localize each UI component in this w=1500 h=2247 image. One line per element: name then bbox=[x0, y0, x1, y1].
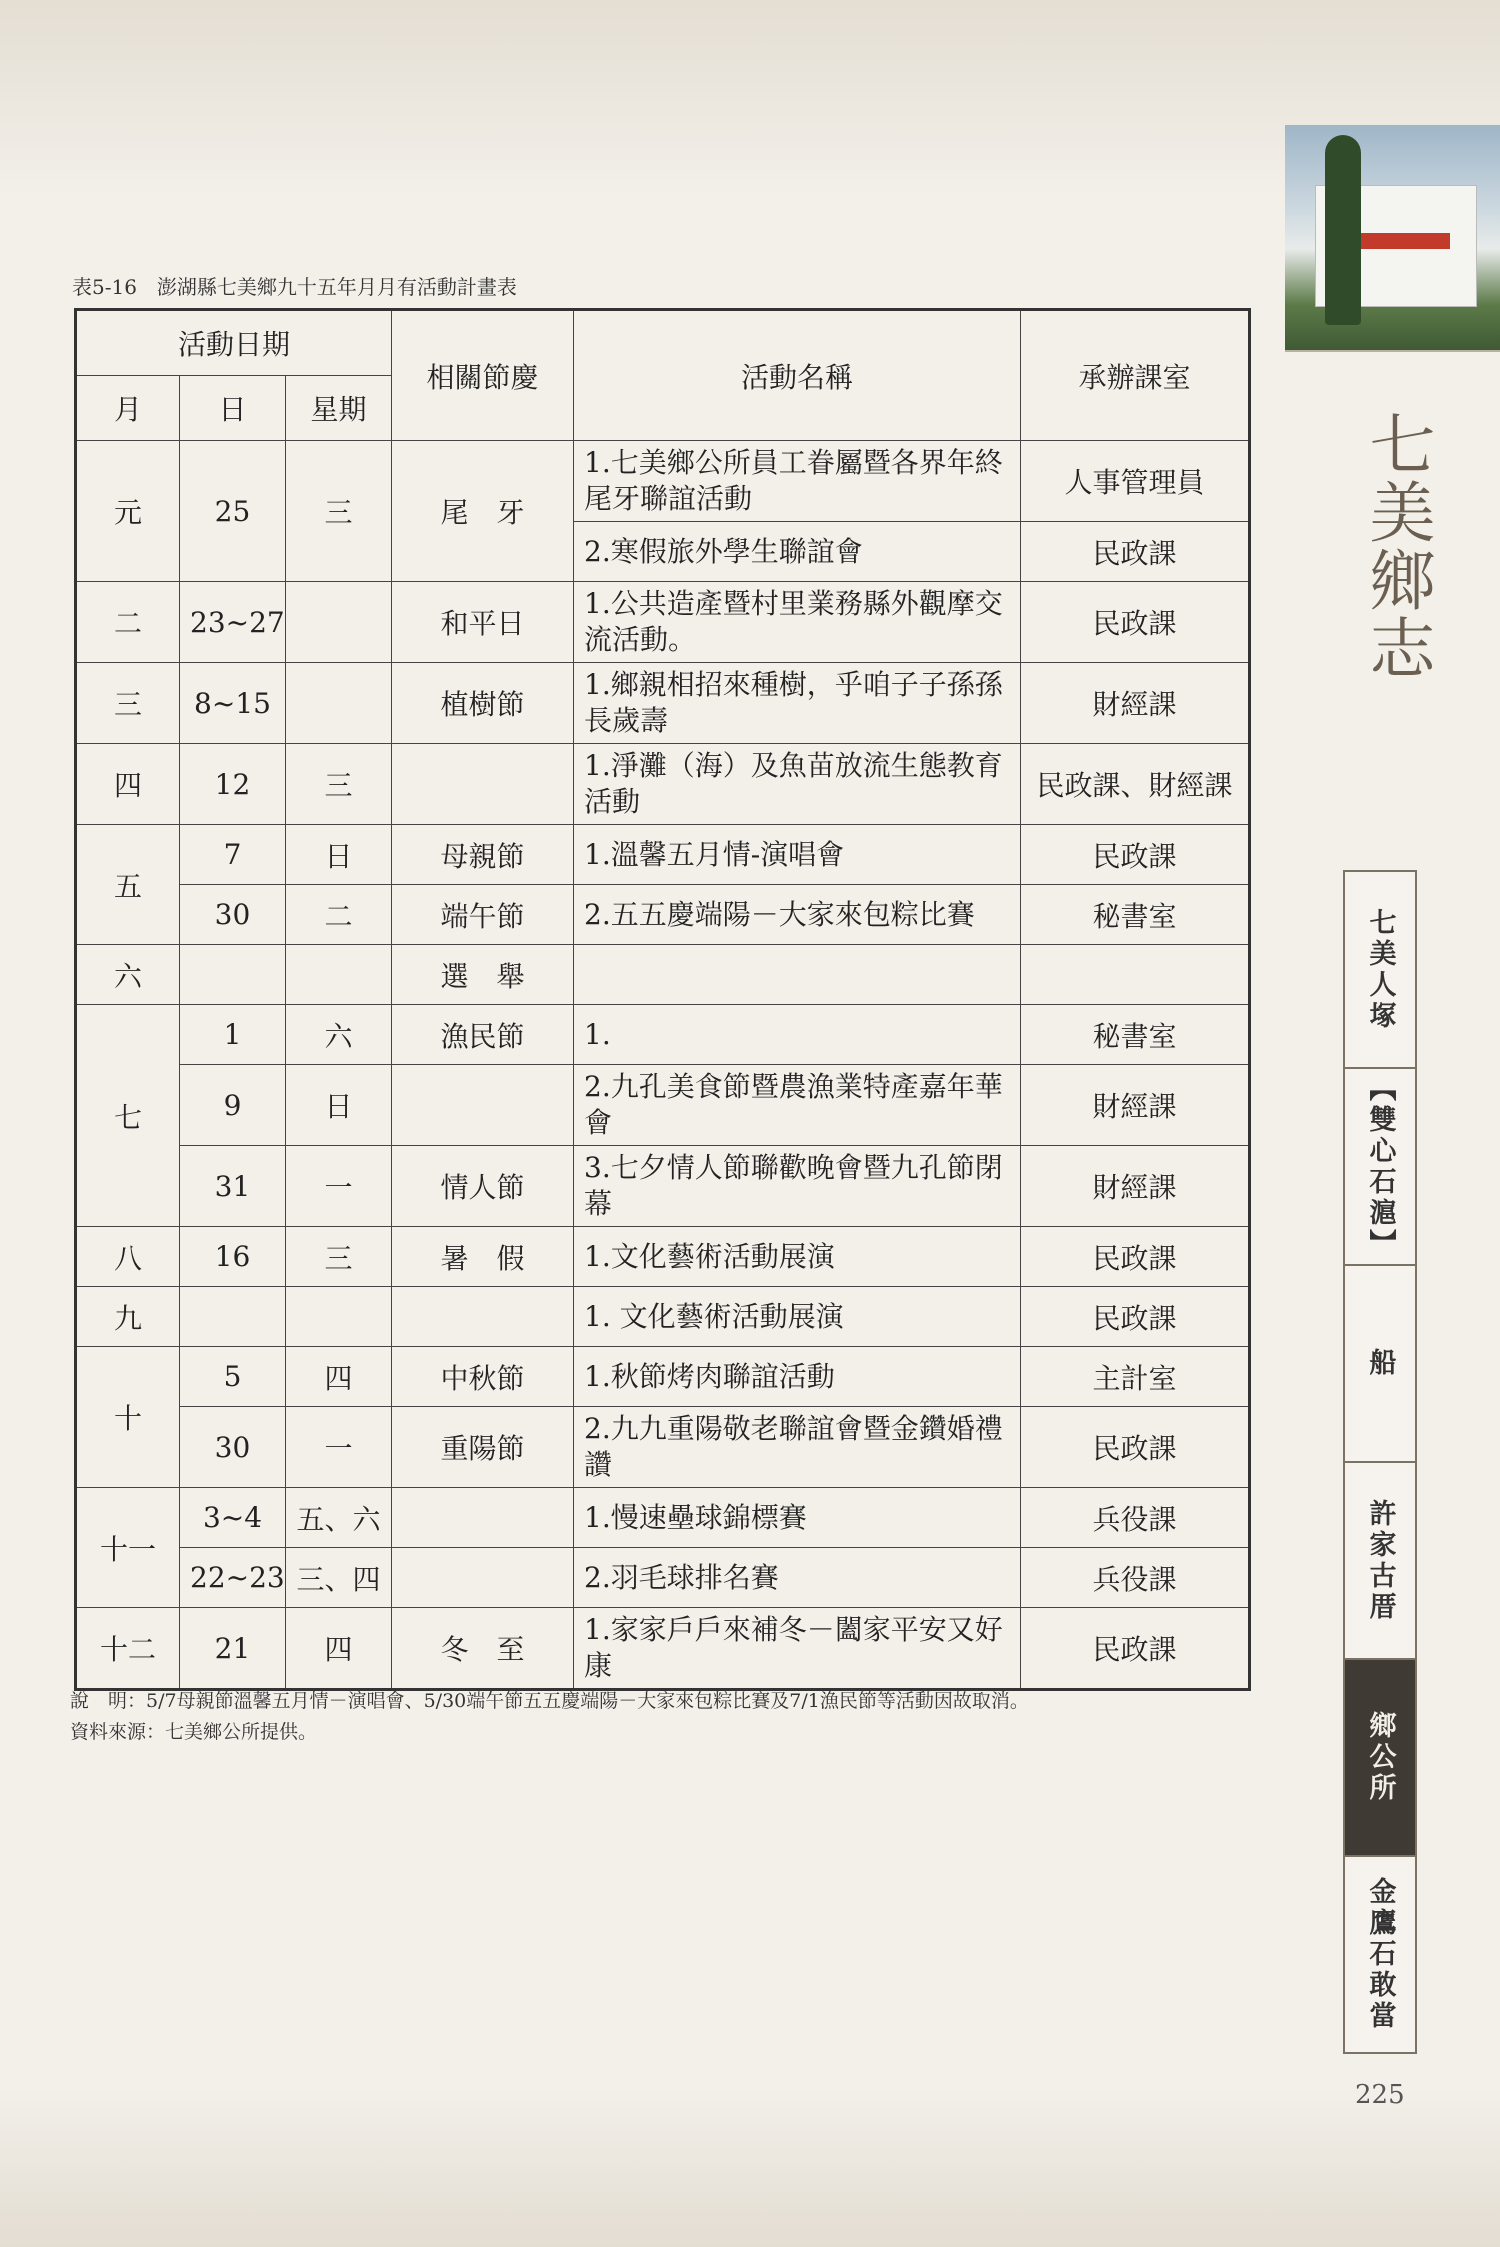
cell-weekday: 三、四 bbox=[286, 1548, 392, 1608]
cell-office: 財經課 bbox=[1021, 663, 1250, 744]
cell-weekday: 日 bbox=[286, 1065, 392, 1146]
cell-office: 民政課、財經課 bbox=[1021, 744, 1250, 825]
cell-office: 民政課 bbox=[1021, 825, 1250, 885]
table-row bbox=[76, 1347, 1250, 1407]
activity-plan-table bbox=[74, 308, 1251, 1691]
tab-eagle-stone[interactable]: 金鷹石敢當 bbox=[1364, 1877, 1396, 2032]
table-row bbox=[76, 1548, 1250, 1608]
table-row bbox=[76, 582, 1250, 663]
cell-day: 1 bbox=[180, 1005, 286, 1065]
tree-shape bbox=[1325, 135, 1361, 325]
cell-weekday: 日 bbox=[286, 825, 392, 885]
cell-activity: 1.溫馨五月情-演唱會 bbox=[574, 825, 1021, 885]
cell-month: 四 bbox=[76, 744, 180, 825]
cell-festival bbox=[392, 744, 574, 825]
cell-activity: 1.鄉親相招來種樹，乎咱子子孫孫長歲壽 bbox=[574, 663, 1021, 744]
cell-activity bbox=[574, 945, 1021, 1005]
header-weekday: 星期 bbox=[286, 376, 392, 441]
table-row bbox=[76, 1407, 1250, 1488]
cell-activity: 2.羽毛球排名賽 bbox=[574, 1548, 1021, 1608]
cell-day: 23~27 bbox=[180, 582, 286, 663]
cell-day: 5 bbox=[180, 1347, 286, 1407]
tab-township-office[interactable]: 鄉公所 bbox=[1345, 1660, 1415, 1857]
header-row bbox=[76, 310, 1250, 376]
cell-office: 財經課 bbox=[1021, 1146, 1250, 1227]
cell-office: 民政課 bbox=[1021, 1287, 1250, 1347]
table-note: 說 明：5/7母親節溫馨五月情－演唱會、5/30端午節五五慶端陽－大家來包粽比賽及7/1漁民節等活動因故取消。 bbox=[70, 1690, 1029, 1712]
cell-month: 十 bbox=[76, 1347, 180, 1488]
township-office-photo bbox=[1285, 125, 1500, 352]
cell-office: 人事管理員 bbox=[1021, 441, 1250, 522]
cell-activity: 1.淨灘（海）及魚苗放流生態教育活動 bbox=[574, 744, 1021, 825]
cell-activity: 1.家家戶戶來補冬－闔家平安又好康 bbox=[574, 1608, 1021, 1690]
tab-qimei-tomb[interactable]: 七美人塚 bbox=[1345, 872, 1415, 1069]
cell-office: 財經課 bbox=[1021, 1065, 1250, 1146]
cell-day: 12 bbox=[180, 744, 286, 825]
table-row bbox=[76, 1146, 1250, 1227]
cell-day: 8~15 bbox=[180, 663, 286, 744]
table-row bbox=[76, 1227, 1250, 1287]
cell-office: 民政課 bbox=[1021, 1407, 1250, 1488]
table-source: 資料來源：七美鄉公所提供。 bbox=[70, 1721, 318, 1743]
cell-weekday: 二 bbox=[286, 885, 392, 945]
table-row bbox=[76, 1065, 1250, 1146]
cell-day: 9 bbox=[180, 1065, 286, 1146]
cell-month: 十二 bbox=[76, 1608, 180, 1690]
cell-day bbox=[180, 945, 286, 1005]
cell-activity: 3.七夕情人節聯歡晚會暨九孔節閉幕 bbox=[574, 1146, 1021, 1227]
cell-day: 25 bbox=[180, 441, 286, 582]
table-row bbox=[76, 744, 1250, 825]
cell-festival: 尾 牙 bbox=[392, 441, 574, 582]
cell-day: 21 bbox=[180, 1608, 286, 1690]
header-festival: 相關節慶 bbox=[392, 310, 574, 441]
cell-festival: 和平日 bbox=[392, 582, 574, 663]
cell-weekday: 六 bbox=[286, 1005, 392, 1065]
cell-activity: 1. 文化藝術活動展演 bbox=[574, 1287, 1021, 1347]
cell-festival bbox=[392, 1065, 574, 1146]
cell-day: 7 bbox=[180, 825, 286, 885]
cell-activity: 1.文化藝術活動展演 bbox=[574, 1227, 1021, 1287]
cell-weekday bbox=[286, 945, 392, 1005]
chapter-tabs bbox=[1343, 870, 1417, 2054]
cell-office: 主計室 bbox=[1021, 1347, 1250, 1407]
cell-festival: 暑 假 bbox=[392, 1227, 574, 1287]
cell-month: 七 bbox=[76, 1005, 180, 1227]
table-row bbox=[76, 1488, 1250, 1548]
cell-activity: 1.公共造產暨村里業務縣外觀摩交流活動。 bbox=[574, 582, 1021, 663]
cell-office: 民政課 bbox=[1021, 582, 1250, 663]
cell-festival: 重陽節 bbox=[392, 1407, 574, 1488]
cell-day: 30 bbox=[180, 885, 286, 945]
table-row bbox=[76, 825, 1250, 885]
cell-festival: 選 舉 bbox=[392, 945, 574, 1005]
cell-office: 秘書室 bbox=[1021, 885, 1250, 945]
cell-office: 民政課 bbox=[1021, 1608, 1250, 1690]
table-row bbox=[76, 441, 1250, 522]
header-activity: 活動名稱 bbox=[574, 310, 1021, 441]
header-day: 日 bbox=[180, 376, 286, 441]
cell-month: 元 bbox=[76, 441, 180, 582]
cell-office: 民政課 bbox=[1021, 1227, 1250, 1287]
cell-month: 三 bbox=[76, 663, 180, 744]
cell-office: 秘書室 bbox=[1021, 1005, 1250, 1065]
tab-twin-hearts[interactable]: 【雙心石滬】 bbox=[1345, 1069, 1415, 1266]
cell-month: 六 bbox=[76, 945, 180, 1005]
tab-boat[interactable]: 船 bbox=[1345, 1266, 1415, 1463]
table-row bbox=[76, 945, 1250, 1005]
cell-activity: 1.秋節烤肉聯誼活動 bbox=[574, 1347, 1021, 1407]
cell-activity: 2.寒假旅外學生聯誼會 bbox=[574, 522, 1021, 582]
cell-office: 民政課 bbox=[1021, 522, 1250, 582]
cell-weekday: 四 bbox=[286, 1608, 392, 1690]
cell-day: 22~23 bbox=[180, 1548, 286, 1608]
cell-weekday: 三 bbox=[286, 1227, 392, 1287]
cell-day bbox=[180, 1287, 286, 1347]
cell-office bbox=[1021, 945, 1250, 1005]
cell-month: 五 bbox=[76, 825, 180, 945]
page-number: 225 bbox=[1355, 2080, 1405, 2110]
table-row bbox=[76, 885, 1250, 945]
cell-office: 兵役課 bbox=[1021, 1548, 1250, 1608]
cloud-pattern-header bbox=[0, 0, 1500, 200]
cell-weekday: 一 bbox=[286, 1407, 392, 1488]
cell-festival: 母親節 bbox=[392, 825, 574, 885]
cell-festival: 漁民節 bbox=[392, 1005, 574, 1065]
cell-weekday bbox=[286, 1287, 392, 1347]
cell-month: 八 bbox=[76, 1227, 180, 1287]
cell-festival: 中秋節 bbox=[392, 1347, 574, 1407]
table-row bbox=[76, 1608, 1250, 1690]
cell-day: 3~4 bbox=[180, 1488, 286, 1548]
cell-activity: 2.九九重陽敬老聯誼會暨金鑽婚禮讚 bbox=[574, 1407, 1021, 1488]
header-date-group: 活動日期 bbox=[76, 310, 392, 376]
cell-day: 31 bbox=[180, 1146, 286, 1227]
table-caption: 表5-16 澎湖縣七美鄉九十五年月月有活動計畫表 bbox=[72, 275, 517, 299]
wave-pattern-footer bbox=[0, 2085, 1500, 2247]
cell-activity: 2.五五慶端陽－大家來包粽比賽 bbox=[574, 885, 1021, 945]
cell-activity: 1.慢速壘球錦標賽 bbox=[574, 1488, 1021, 1548]
cell-weekday bbox=[286, 582, 392, 663]
cell-weekday: 一 bbox=[286, 1146, 392, 1227]
cell-festival bbox=[392, 1548, 574, 1608]
cell-weekday: 五、六 bbox=[286, 1488, 392, 1548]
cell-month: 二 bbox=[76, 582, 180, 663]
cell-festival: 情人節 bbox=[392, 1146, 574, 1227]
cell-weekday bbox=[286, 663, 392, 744]
cell-day: 16 bbox=[180, 1227, 286, 1287]
cell-office: 兵役課 bbox=[1021, 1488, 1250, 1548]
cell-festival bbox=[392, 1488, 574, 1548]
table-row bbox=[76, 663, 1250, 744]
tab-hsu-house[interactable]: 許家古厝 bbox=[1345, 1463, 1415, 1660]
cell-weekday: 三 bbox=[286, 441, 392, 582]
cell-festival bbox=[392, 1287, 574, 1347]
cell-day: 30 bbox=[180, 1407, 286, 1488]
cell-activity: 2.九孔美食節暨農漁業特產嘉年華會 bbox=[574, 1065, 1021, 1146]
cell-month: 九 bbox=[76, 1287, 180, 1347]
cell-festival: 端午節 bbox=[392, 885, 574, 945]
cell-activity: 1. bbox=[574, 1005, 1021, 1065]
book-title: 七美鄉志 bbox=[1358, 410, 1435, 682]
table-row bbox=[76, 1005, 1250, 1065]
table-row bbox=[76, 1287, 1250, 1347]
header-month: 月 bbox=[76, 376, 180, 441]
header-office: 承辦課室 bbox=[1021, 310, 1250, 441]
cell-festival: 冬 至 bbox=[392, 1608, 574, 1690]
cell-activity: 1.七美鄉公所員工眷屬暨各界年終尾牙聯誼活動 bbox=[574, 441, 1021, 522]
cell-weekday: 三 bbox=[286, 744, 392, 825]
cell-month: 十一 bbox=[76, 1488, 180, 1608]
cell-festival: 植樹節 bbox=[392, 663, 574, 744]
cell-weekday: 四 bbox=[286, 1347, 392, 1407]
